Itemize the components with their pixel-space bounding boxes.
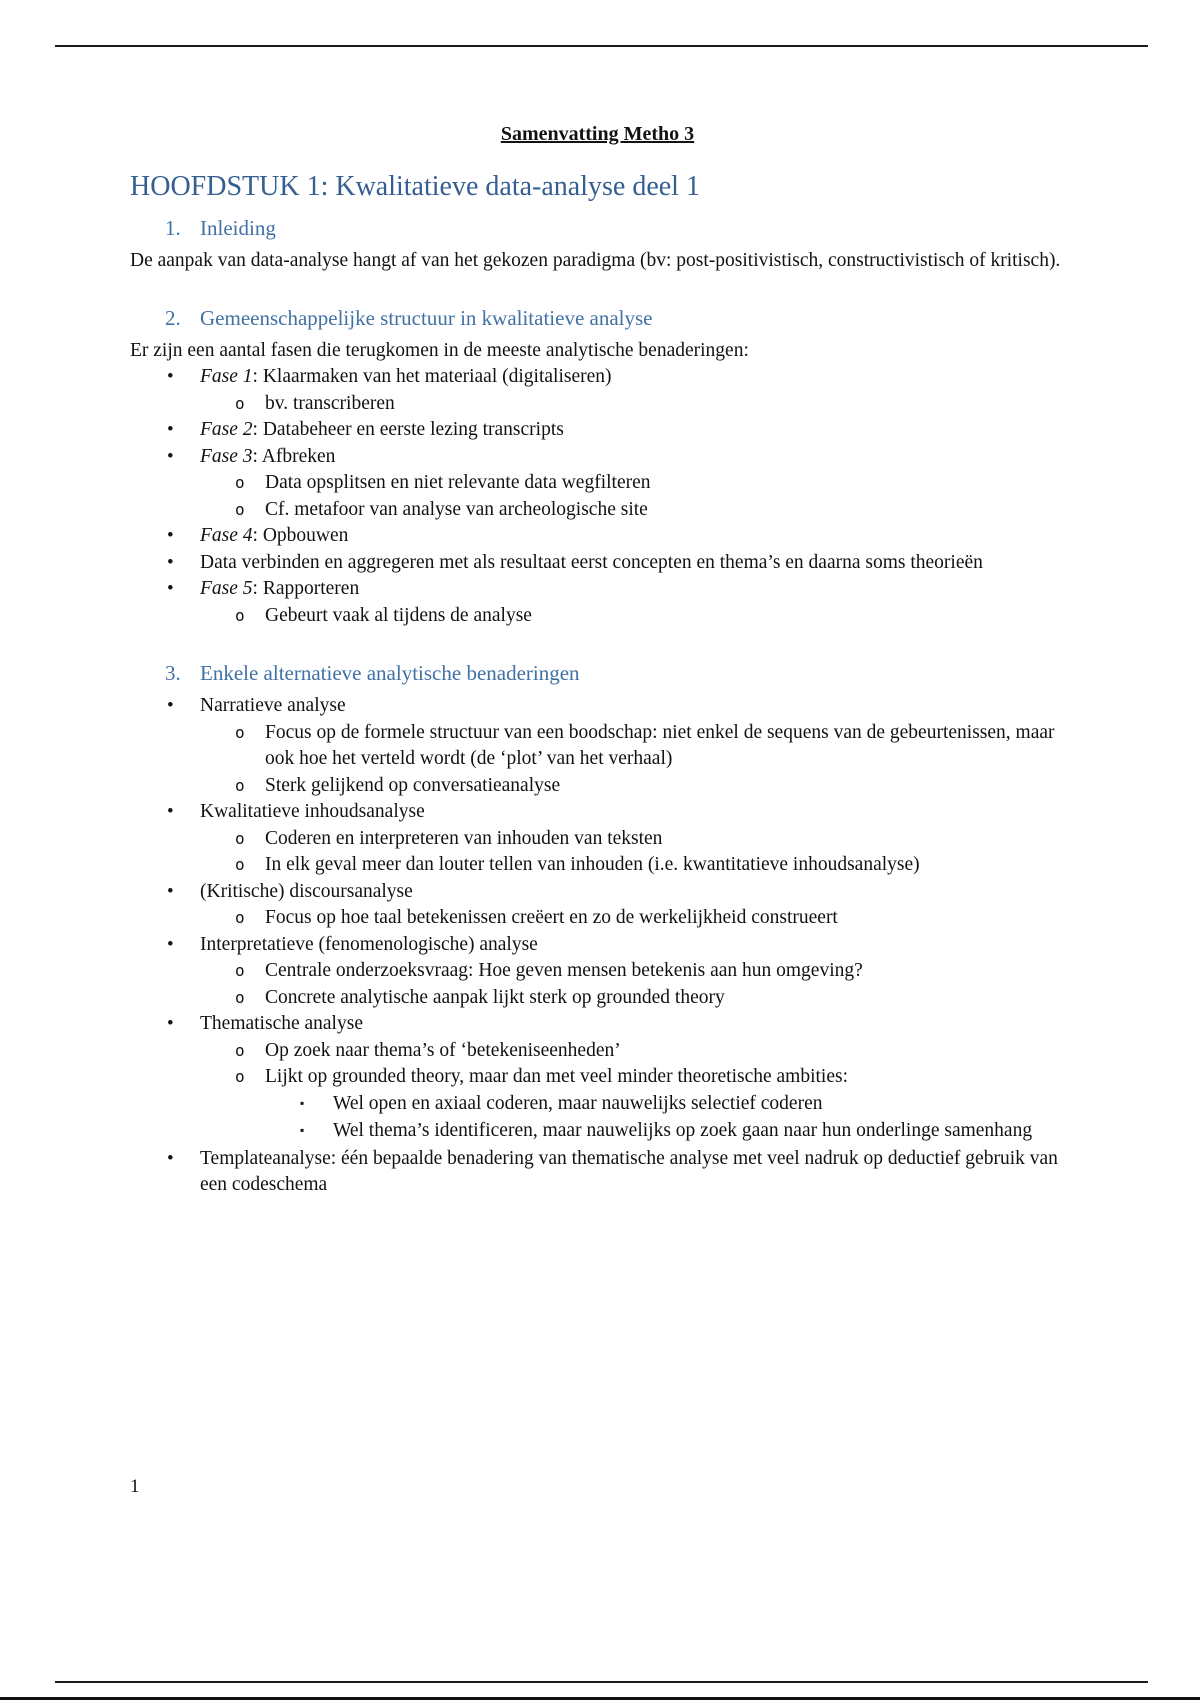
list-item <box>130 985 1065 1012</box>
square-bullet-icon <box>300 1091 333 1119</box>
circle-bullet-icon <box>235 391 265 418</box>
item-text: Sterk gelijkend op conversatieanalyse <box>265 774 561 796</box>
list-item <box>130 523 1065 550</box>
square-bullet-icon <box>300 1118 333 1146</box>
list-item <box>130 603 1065 630</box>
circle-bullet-icon <box>235 773 265 800</box>
list-item <box>130 879 1065 906</box>
item-text: Wel thema’s identificeren, maar nauwelijks op zoek gaan naar hun onderlinge samenhang <box>333 1120 1033 1141</box>
item-emphasis: Fase 4 <box>200 525 253 546</box>
section-heading <box>165 659 1065 687</box>
top-rule <box>55 45 1148 47</box>
list-item <box>130 773 1065 800</box>
item-text: Data opsplitsen en niet relevante data wegfilteren <box>265 472 651 493</box>
bullet-icon <box>167 364 200 391</box>
bullet-icon <box>167 444 200 471</box>
list-item <box>130 932 1065 959</box>
section-structuur <box>130 304 1065 629</box>
item-text: Focus op hoe taal betekenissen creëert en zo de werkelijkheid construeert <box>265 907 838 928</box>
circle-bullet-icon <box>235 720 265 773</box>
section-number: 3. <box>165 661 181 685</box>
bullet-icon <box>167 1011 200 1038</box>
bullet-icon <box>167 417 200 444</box>
bullet-icon <box>167 693 200 720</box>
section-heading-label: Enkele alternatieve analytische benaderingen <box>200 661 580 685</box>
item-emphasis: Fase 1 <box>200 366 253 387</box>
section-benaderingen <box>130 659 1065 1199</box>
page-content <box>130 122 1065 1199</box>
item-text: Centrale onderzoeksvraag: Hoe geven mensen betekenis aan hun omgeving? <box>265 960 863 981</box>
item-text: Lijkt op grounded theory, maar dan met veel minder theoretische ambities: <box>265 1066 849 1087</box>
list-item <box>130 1011 1065 1038</box>
list-item <box>130 364 1065 391</box>
list-item <box>130 1118 1065 1146</box>
list-item <box>130 497 1065 524</box>
list-item <box>130 576 1065 603</box>
bottom-rule <box>55 1681 1148 1683</box>
bullet-icon <box>167 879 200 906</box>
section-heading-label: Inleiding <box>200 216 276 240</box>
item-text: Thematische analyse <box>200 1013 363 1034</box>
section-heading <box>165 214 1065 242</box>
item-text: : Rapporteren <box>252 578 360 599</box>
item-text: : Opbouwen <box>252 525 349 546</box>
circle-bullet-icon <box>235 603 265 630</box>
item-text: Concrete analytische aanpak lijkt sterk op grounded theory <box>265 986 725 1008</box>
bullet-icon <box>167 799 200 826</box>
item-text: Coderen en interpreteren van inhouden van teksten <box>265 827 663 849</box>
document-title: Samenvatting Metho 3 <box>500 123 695 145</box>
chapter-heading: HOOFDSTUK 1: Kwalitatieve data-analyse deel 1 <box>130 171 700 202</box>
item-text: In elk geval meer dan louter tellen van inhouden (i.e. kwantitatieve inhoudsanalyse) <box>265 854 920 875</box>
list-item <box>130 391 1065 418</box>
bullet-icon <box>167 523 200 550</box>
section-number: 2. <box>165 306 181 330</box>
bullet-icon <box>167 932 200 959</box>
list-item <box>130 826 1065 853</box>
item-text: Kwalitatieve inhoudsanalyse <box>200 801 425 822</box>
item-text: Narratieve analyse <box>200 695 346 716</box>
bullet-icon <box>167 550 200 577</box>
list-item <box>130 470 1065 497</box>
paragraph: De aanpak van data-analyse hangt af van het gekozen paradigma (bv: post-positivistisch, constructivistisch of kritisch). <box>130 250 1061 271</box>
list-item <box>130 417 1065 444</box>
item-text: Op zoek naar thema’s of ‘betekeniseenheden’ <box>265 1039 621 1061</box>
item-emphasis: Fase 2 <box>200 419 253 440</box>
list-item <box>130 550 1065 577</box>
section-inleiding <box>130 214 1065 274</box>
item-text: Data verbinden en aggregeren met als resultaat eerst concepten en thema’s en daarna soms theorieën <box>200 551 983 573</box>
list-item <box>130 444 1065 471</box>
item-text: Focus op de formele structuur van een boodschap: niet enkel de sequens van de gebeurtenissen, maar ook hoe het verteld wordt (de ‘plot’ van het verhaal) <box>265 721 1055 769</box>
item-emphasis: Fase 5 <box>200 578 253 599</box>
list-item <box>130 693 1065 720</box>
circle-bullet-icon <box>235 985 265 1012</box>
list-item <box>130 958 1065 985</box>
item-text: : Klaarmaken van het materiaal (digitaliseren) <box>252 366 612 387</box>
item-text: (Kritische) discoursanalyse <box>200 880 413 902</box>
page-number: 1 <box>130 1476 140 1497</box>
circle-bullet-icon <box>235 958 265 985</box>
list-item <box>130 799 1065 826</box>
section-heading <box>165 304 1065 332</box>
bullet-icon <box>167 576 200 603</box>
list-item <box>130 905 1065 932</box>
list-item <box>130 720 1065 773</box>
list-item <box>130 1146 1065 1199</box>
circle-bullet-icon <box>235 852 265 879</box>
circle-bullet-icon <box>235 497 265 524</box>
item-emphasis: Fase 3 <box>200 445 253 467</box>
circle-bullet-icon <box>235 470 265 497</box>
list-item <box>130 852 1065 879</box>
circle-bullet-icon <box>235 1038 265 1065</box>
circle-bullet-icon <box>235 905 265 932</box>
item-text: bv. transcriberen <box>265 392 395 414</box>
list-item <box>130 1064 1065 1091</box>
circle-bullet-icon <box>235 1064 265 1091</box>
bullet-icon <box>167 1146 200 1199</box>
item-text: Interpretatieve (fenomenologische) analyse <box>200 933 538 955</box>
item-text: : Afbreken <box>252 445 336 467</box>
circle-bullet-icon <box>235 826 265 853</box>
item-text: Gebeurt vaak al tijdens de analyse <box>265 604 532 626</box>
section-number: 1. <box>165 216 181 240</box>
list-item <box>130 1091 1065 1119</box>
section-heading-label: Gemeenschappelijke structuur in kwalitatieve analyse <box>200 306 653 330</box>
item-text: Wel open en axiaal coderen, maar nauwelijks selectief coderen <box>333 1092 823 1114</box>
item-text: Templateanalyse: één bepaalde benadering van thematische analyse met veel nadruk op deductief gebruik van een codeschema <box>200 1147 1058 1195</box>
list-item <box>130 1038 1065 1065</box>
section-intro: Er zijn een aantal fasen die terugkomen in de meeste analytische benaderingen: <box>130 340 749 361</box>
item-text: Cf. metafoor van analyse van archeologische site <box>265 498 648 520</box>
item-text: : Databeheer en eerste lezing transcripts <box>252 419 564 440</box>
